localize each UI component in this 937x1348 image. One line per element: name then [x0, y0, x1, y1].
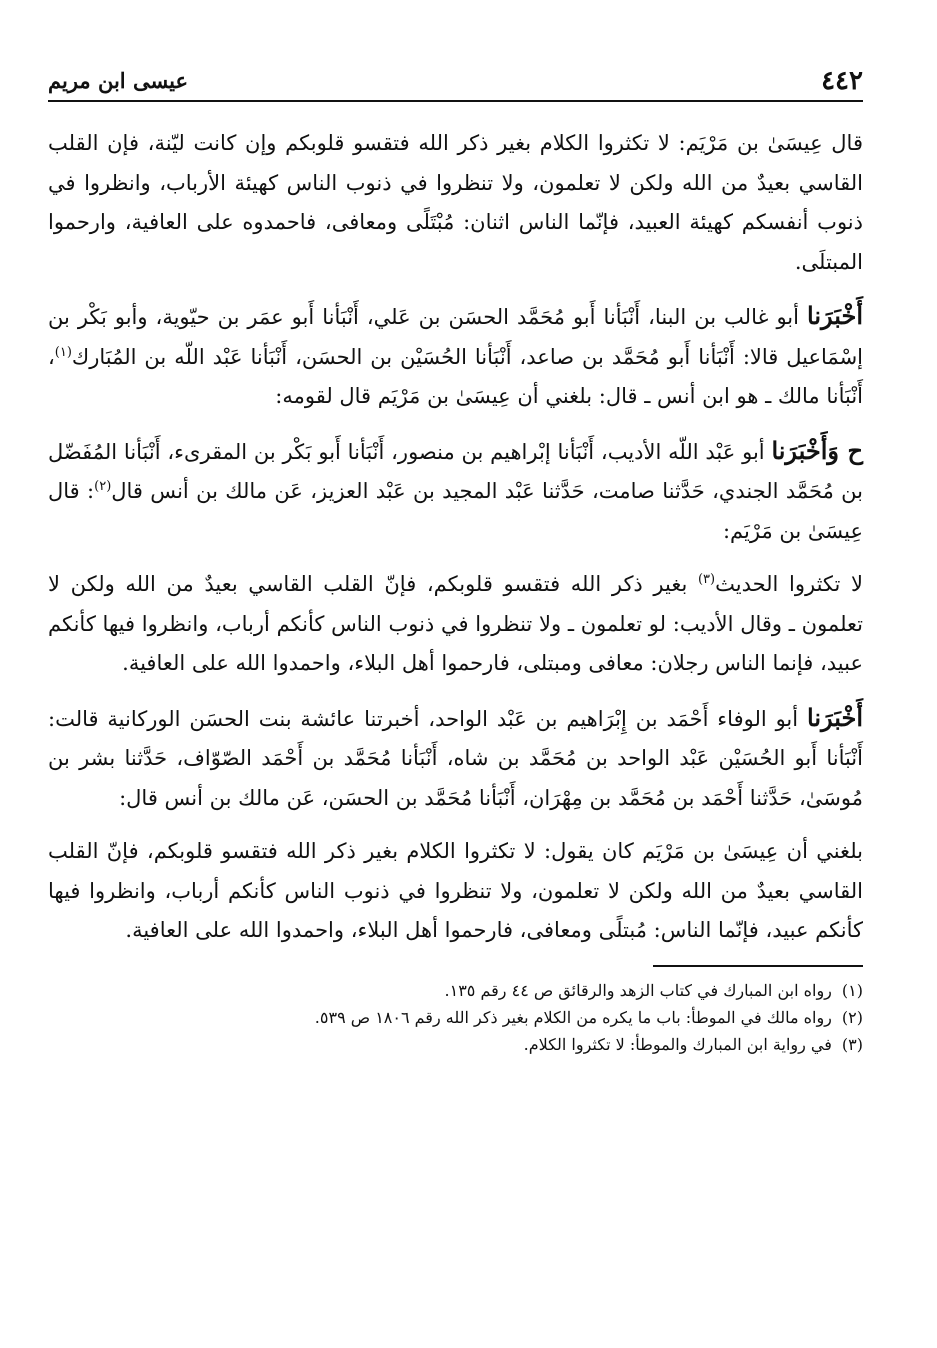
paragraph-text: أبو الوفاء أَحْمَد بن إِبْرَاهيم بن عَبْد الواحد، أخبرتنا عائشة بنت الحسَن الوركانية قالت: أَنْبَأنا أَبو الحُسَيْن عَبْد الواحد بن مُحَمَّد بن شاه، أَنْبَأنا مُحَمَّد بن أَحْمَد الصّوّاف، حَدَّثنا بشر بن مُوسَىٰ، حَدَّثنا أَحْمَد بن مُحَمَّد بن مِهْرَان، أَنْبَأنا مُحَمَّد بن الحسَن، عَن مالك بن أنس قال:: [48, 706, 863, 810]
paragraph-text-after: : قال عِيسَىٰ بن مَرْيَم:: [48, 479, 863, 543]
footnote-ref-3: (٣): [697, 572, 716, 587]
footnote-ref-1: (١): [54, 344, 72, 360]
paragraph-text: لا تكثروا الحديث: [715, 572, 863, 596]
paragraph-lead: أَخْبَرَنا: [807, 301, 863, 330]
paragraph-4: [48, 565, 863, 684]
footnote-divider: [653, 965, 863, 967]
paragraph-2: [48, 296, 863, 417]
footnote-3: [48, 1031, 863, 1058]
paragraph-text: أبو عَبْد اللّه الأديب، أَنْبَأنا إبْراهيم بن منصور، أَنْبَأنا أَبو بَكْر بن المقرىء، أَنْبَأنا المُفَضّل بن مُحَمَّد الجندي، حَدَّثنا صامت، حَدَّثنا عَبْد المجيد بن عَبْد العزيز، عَن مالك بن أنس قال: [48, 439, 863, 503]
paragraph-3: [48, 431, 863, 552]
footnote-text: رواه ابن المبارك في كتاب الزهد والرقائق ص ٤٤ رقم ١٣٥.: [444, 980, 832, 1000]
running-title: عيسى ابن مريم: [48, 68, 189, 93]
paragraph-6: [48, 832, 863, 951]
footnote-1: [48, 977, 863, 1004]
paragraph-text: قال عِيسَىٰ بن مَرْيَم: لا تكثروا الكلام بغير ذكر الله فتقسو قلوبكم وإن كانت ليّنة، فإن القلب القاسي بعيدٌ من الله ولكن لا تعلمون، ولا تنظروا في ذنوب الناس كهيئة الأرباب، وانظروا في ذنوب أنفسكم كهيئة العبيد، فإنّما الناس اثنان: مُبْتَلًى ومعافى، فاحمدوه على العافية، وارحموا المبتلَى.: [48, 131, 863, 274]
footnote-number: (٣): [841, 1034, 863, 1054]
paragraph-text-after: ، أَنْبَأنا مالك ـ هو ابن أنس ـ قال: بلغني أن عِيسَىٰ بن مَرْيَم قال لقومه:: [48, 344, 863, 408]
paragraph-text: بلغني أن عِيسَىٰ بن مَرْيَم كان يقول: لا تكثروا الكلام بغير ذكر الله فتقسو قلوبكم، فإنّ القلب القاسي بعيدٌ من الله ولكن لا تعلمون، ولا تنظروا في ذنوب الناس كأنكم أرباب، وانظروا فيها كأنكم عبيد، فإنّما الناس: مُبتلًى ومعافى، فارحموا أهل البلاء، واحمدوا الله على العافية.: [48, 839, 863, 942]
footnote-text: في رواية ابن المبارك والموطأ: لا تكثروا الكلام.: [523, 1034, 832, 1054]
footnote-number: (١): [841, 980, 863, 1000]
paragraph-text: أبو غالب بن البنا، أَنْبَأنا أَبو مُحَمَّد الحسَن بن عَلي، أَنْبَأنا أَبو عمَر بن حيّوية، وأبو بَكْر بن إسْمَاعيل قالا: أَنْبَأنا أَبو مُحَمَّد بن صاعد، أَنْبَأنا الحُسَيْن بن الحسَن، أَنْبَأنا عَبْد اللّه بن المُبَارك: [48, 305, 863, 369]
footnote-text: رواه مالك في الموطأ: باب ما يكره من الكلام بغير ذكر الله رقم ١٨٠٦ ص ٥٣٩.: [314, 1007, 832, 1027]
footnotes: [48, 977, 863, 1058]
main-text: [48, 124, 863, 951]
paragraph-lead: ح وَأَخْبَرَنا: [771, 435, 863, 465]
footnote-ref-2: (٢): [94, 479, 112, 494]
page-number: ٤٤٢: [821, 66, 863, 96]
paragraph-5: [48, 698, 863, 819]
book-page: [48, 60, 863, 1058]
paragraph-text-after: بغير ذكر الله فتقسو قلوبكم، فإنّ القلب القاسي بعيدٌ من الله ولكن لا تعلمون ـ وقال الأديب: لو تعلمون ـ ولا تنظروا في ذنوب الناس كأنكم أرباب، وانظروا فيها كأنكم عبيد، فإنما الناس رجلان: معافى ومبتلى، فارحموا أهل البلاء، واحمدوا الله على العافية.: [48, 572, 863, 675]
paragraph-lead: أَخْبَرَنا: [807, 702, 863, 732]
footnote-number: (٢): [841, 1007, 863, 1027]
page-header: [48, 60, 863, 102]
footnote-2: [48, 1004, 863, 1031]
paragraph-1: [48, 124, 863, 282]
